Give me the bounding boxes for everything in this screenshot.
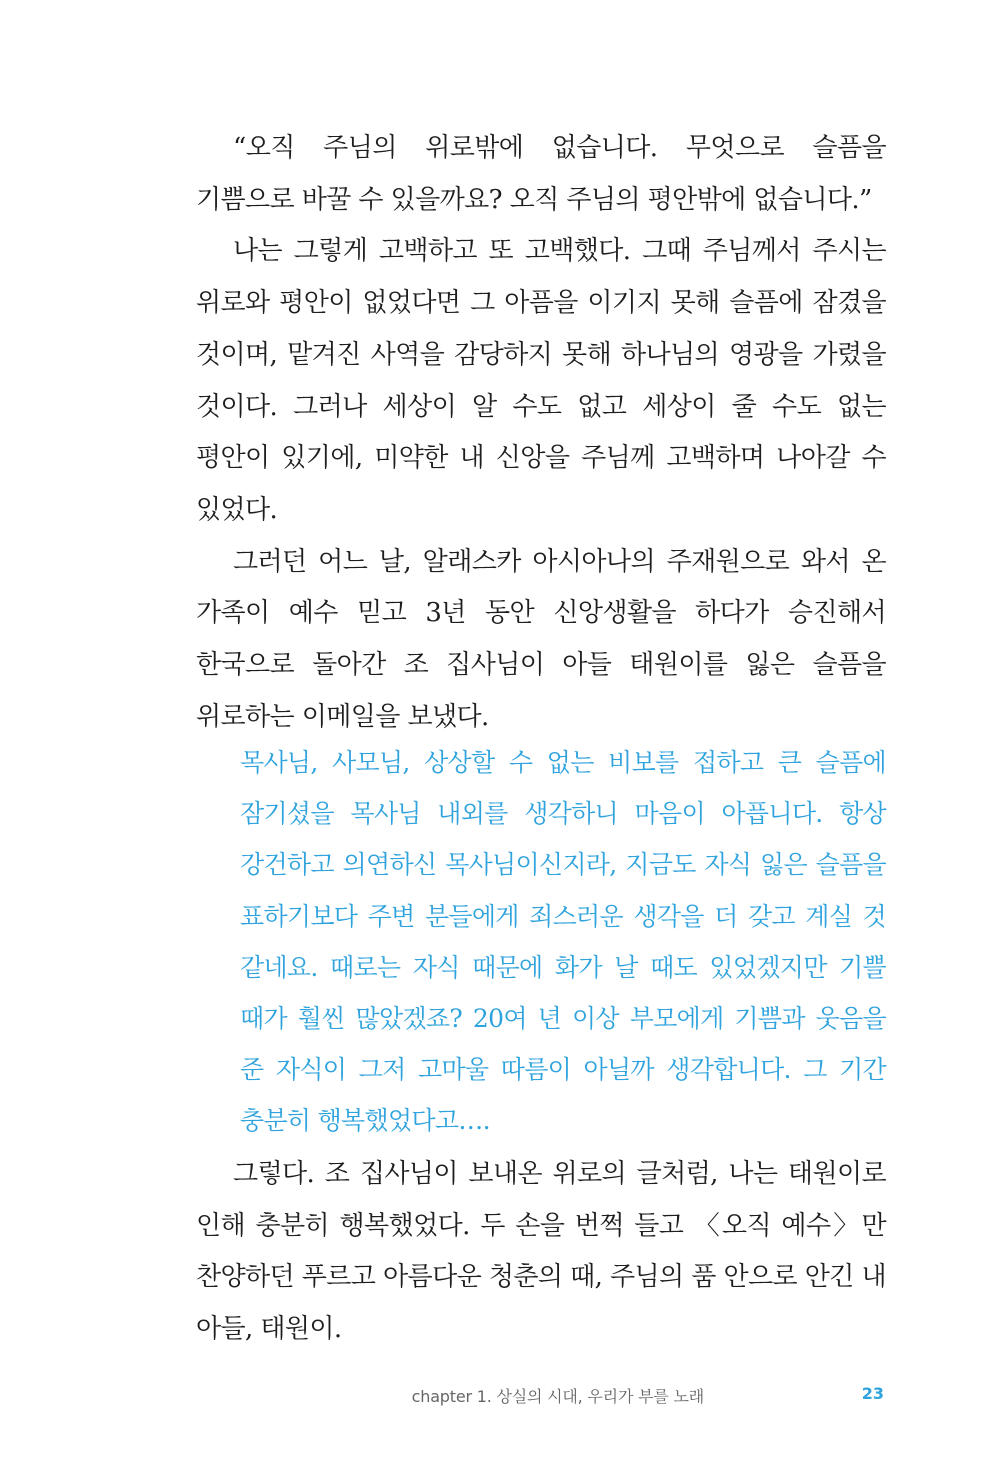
paragraph-email-intro: 그러던 어느 날, 알래스카 아시아나의 주재원으로 와서 온 가족이 예수 믿고 3년 동안 신앙생활을 하다가 승진해서 한국으로 돌아간 조 집사님이 아들 태원이를 잃은 슬픔을 위로하는 이메일을 보냈다. (196, 546, 886, 732)
body-text-bottom (196, 1149, 886, 1356)
page-number: 23 (861, 1384, 884, 1403)
paragraph-conclusion: 그렇다. 조 집사님이 보내온 위로의 글처럼, 나는 태원이로 인해 충분히 행복했었다. 두 손을 번쩍 들고 〈오직 예수〉만 찬양하던 푸르고 아름다운 청춘의 때, 주님의 품 안으로 안긴 내 아들, 태원이. (196, 1159, 886, 1345)
email-quote-block (240, 737, 886, 1147)
paragraph-quote-prayer: “오직 주님의 위로밖에 없습니다. 무엇으로 슬픔을 기쁨으로 바꿀 수 있을까요? 오직 주님의 평안밖에 없습니다.” (196, 133, 886, 215)
chapter-title: chapter 1. 상실의 시대, 우리가 부를 노래 (411, 1387, 704, 1406)
body-text-top (196, 123, 886, 743)
email-quote-text: 목사님, 사모님, 상상할 수 없는 비보를 접하고 큰 슬픔에 잠기셨을 목사님 내외를 생각하니 마음이 아픕니다. 항상 강건하고 의연하신 목사님이신지라, 지금도 자식 잃은 슬픔을 표하기보다 주변 분들에게 죄스러운 생각을 더 갖고 계실 것 같네요. 때로는 자식 때문에 화가 날 때도 있었겠지만 기쁠 때가 훨씬 많았겠죠? 20여 년 이상 부모에게 기쁨과 웃음을 준 자식이 그저 고마울 따름이 아닐까 생각합니다. 그 기간 충분히 행복했었다고…. (240, 748, 886, 1136)
page-footer (0, 1384, 1000, 1408)
paragraph-confession: 나는 그렇게 고백하고 또 고백했다. 그때 주님께서 주시는 위로와 평안이 없었다면 그 아픔을 이기지 못해 슬픔에 잠겼을 것이며, 맡겨진 사역을 감당하지 못해 하나님의 영광을 가렸을 것이다. 그러나 세상이 알 수도 없고 세상이 줄 수도 없는 평안이 있기에, 미약한 내 신앙을 주님께 고백하며 나아갈 수 있었다. (196, 236, 886, 525)
